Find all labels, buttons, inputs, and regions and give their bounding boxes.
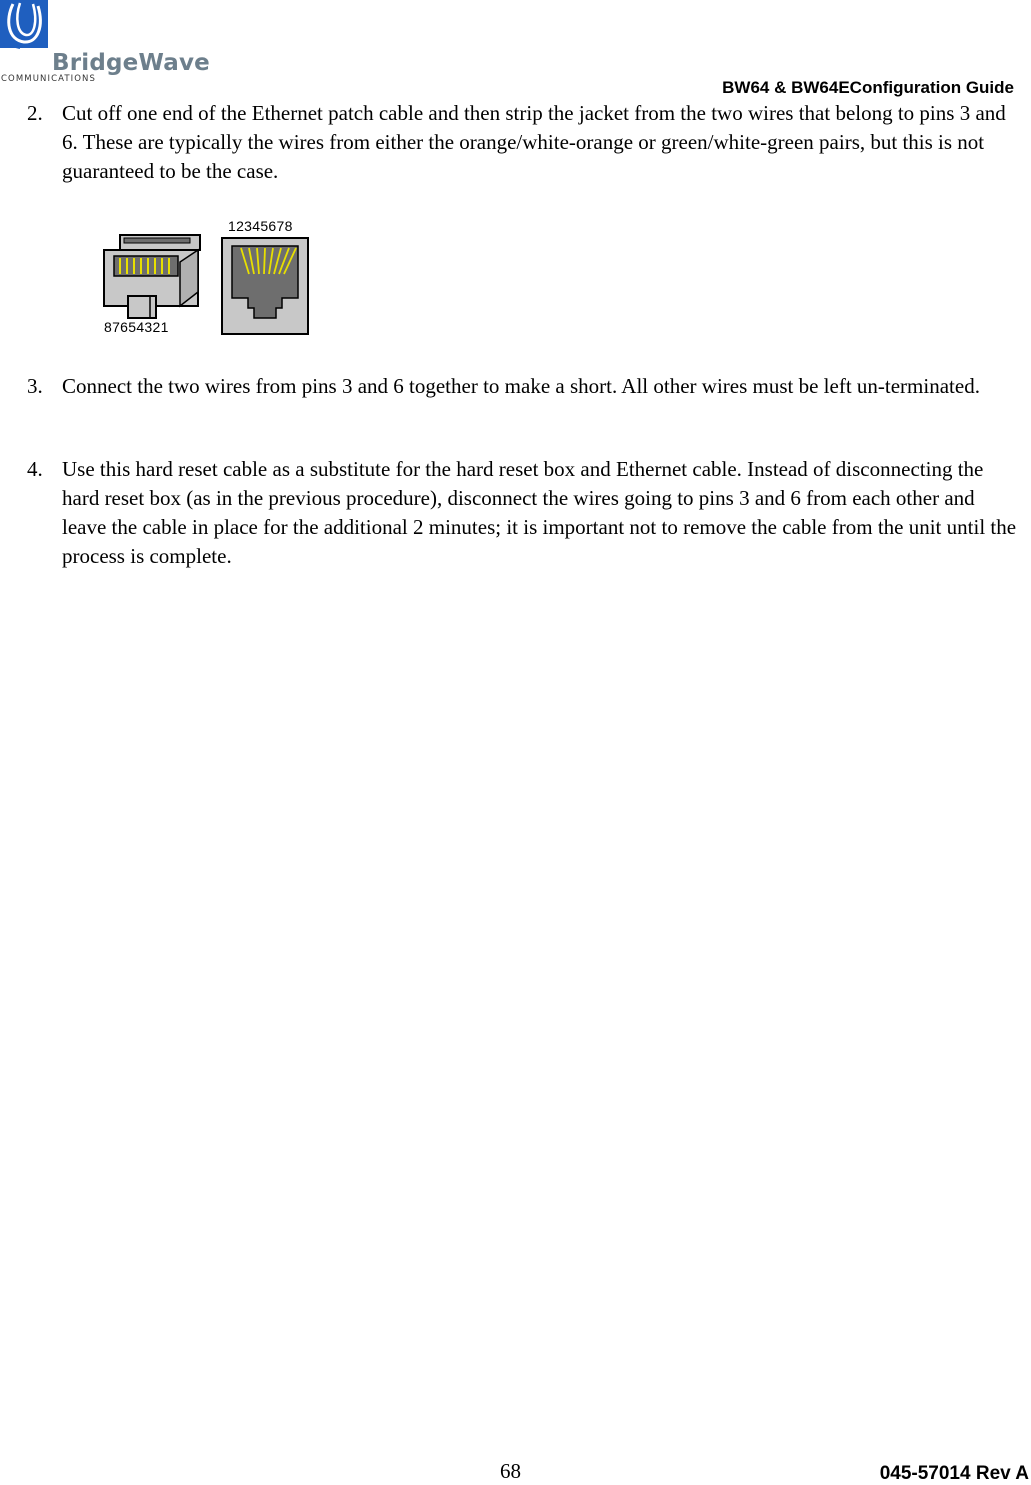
- plug-pin-numbers: 87654321: [104, 319, 169, 335]
- bridgewave-logo: [0, 0, 210, 90]
- rj45-jack-icon: [222, 238, 308, 334]
- document-number: 045-57014 Rev A: [879, 1463, 1029, 1484]
- rj45-plug-icon: [104, 235, 200, 318]
- bridgewave-mark-icon: [0, 0, 50, 50]
- page-number: 68: [500, 1459, 521, 1483]
- step-text: Cut off one end of the Ethernet patch cable and then strip the jacket from the two wires that belong to pins 3 and 6. These are typically the wires from either the orange/white-orange or green/white-green pairs, but this is not guaranteed to be the case.: [62, 101, 1006, 183]
- logo-wordmark: BridgeWave: [52, 50, 210, 76]
- rj45-pinout-figure: [100, 218, 315, 342]
- step-2: [27, 99, 1017, 186]
- step-3: [27, 372, 1017, 401]
- step-text: Connect the two wires from pins 3 and 6 together to make a short. All other wires must be left un-terminated.: [62, 374, 980, 398]
- logo-subtitle: COMMUNICATIONS: [1, 74, 97, 84]
- document-title: BW64 & BW64EConfiguration Guide: [722, 78, 1014, 97]
- jack-pin-numbers: 12345678: [228, 218, 293, 234]
- step-number: 3.: [27, 374, 43, 398]
- step-number: 2.: [27, 101, 43, 125]
- step-text: Use this hard reset cable as a substitute for the hard reset box and Ethernet cable. Instead of disconnecting the hard reset box (as in the previous procedure), disconnect the wires going to pins 3 and 6 from each other and leave the cable in place for the additional 2 minutes; it is important not to remove the cable from the unit until the process is complete.: [62, 457, 1017, 568]
- step-4: [27, 455, 1017, 571]
- step-number: 4.: [27, 457, 43, 481]
